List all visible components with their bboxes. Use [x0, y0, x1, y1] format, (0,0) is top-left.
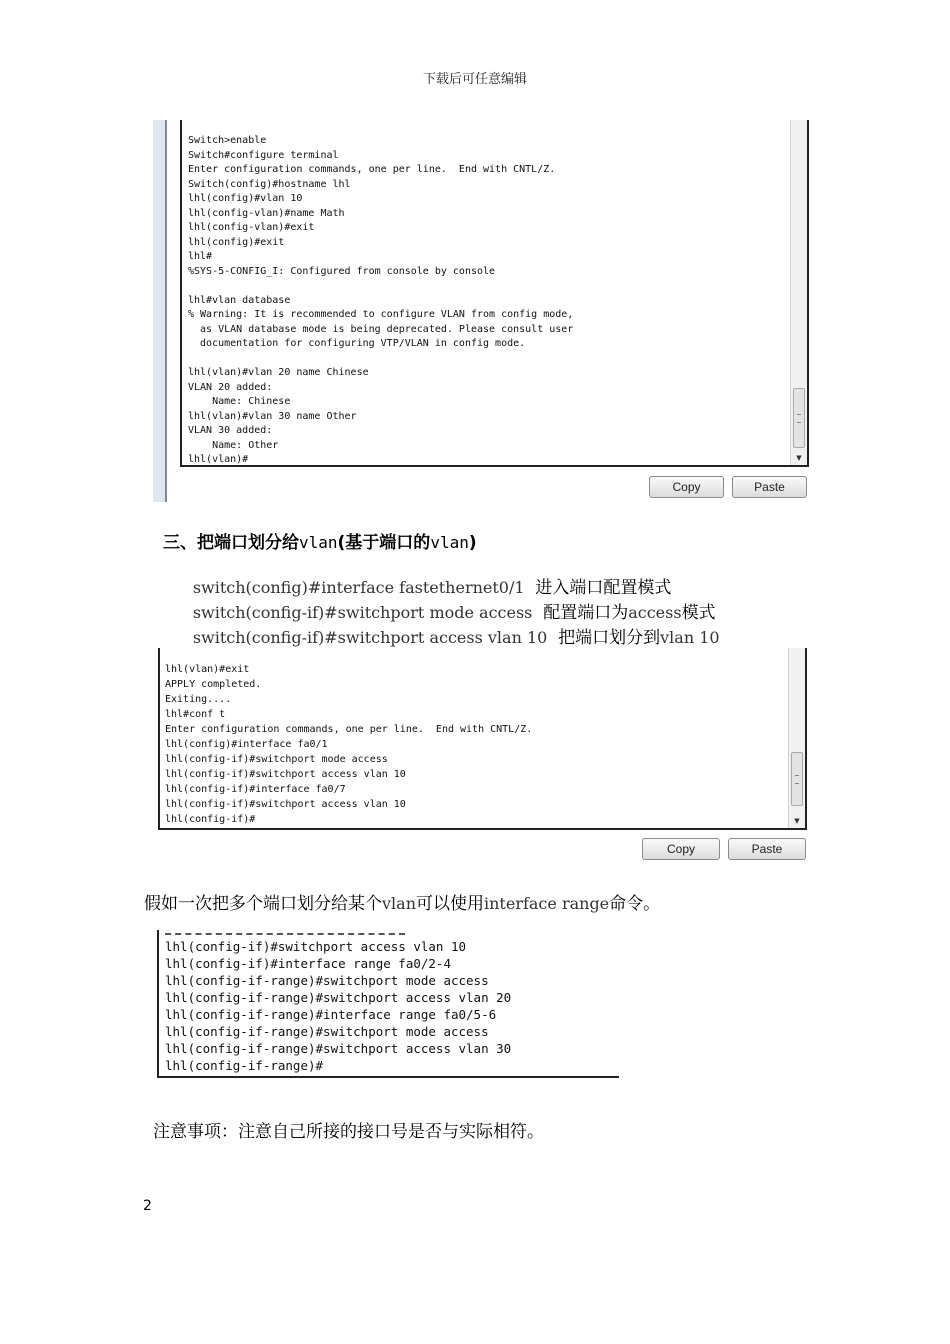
paste-button[interactable]: Paste	[728, 838, 806, 860]
terminal-line: lhl(config-if)#interface fa0/7	[165, 784, 346, 795]
terminal-line: lhl(vlan)#exit	[165, 664, 250, 675]
section-title-prefix: 三、把端口划分给	[163, 533, 299, 553]
section-title-vlan-2: vlan	[430, 533, 469, 552]
terminal-line: lhl(config-if)#switchport access vlan 10	[165, 799, 406, 810]
terminal-line: Enter configuration commands, one per line. End with CNTL/Z.	[165, 724, 533, 735]
terminal-line: lhl(vlan)#vlan 30 name Other	[188, 410, 357, 422]
scrollbar-thumb[interactable]	[791, 752, 803, 806]
section-title	[163, 528, 477, 553]
paragraph-text-c: 命令。	[609, 894, 661, 914]
page-header-note: 下载后可任意编辑	[422, 72, 527, 87]
command-text: switch(config-if)#switchport access vlan 10	[192, 628, 548, 647]
terminal-line: lhl(vlan)#	[188, 454, 249, 465]
scroll-down-arrow-icon[interactable]: ▼	[794, 817, 800, 825]
terminal-line: Exiting....	[165, 694, 232, 705]
paragraph	[144, 889, 660, 914]
terminal-line: as VLAN database mode is being deprecated. Please consult user	[188, 323, 574, 335]
terminal-output-3	[159, 930, 619, 1074]
terminal-window-1	[180, 120, 809, 467]
scrollbar-thumb[interactable]	[793, 388, 805, 448]
terminal-line: lhl#conf t	[165, 709, 226, 720]
terminal-line: %SYS-5-CONFIG_I: Configured from console by console	[188, 265, 496, 277]
command-text: switch(config-if)#switchport mode access	[192, 603, 533, 622]
paragraph-mono-range: interface range	[484, 894, 610, 913]
paste-button[interactable]: Paste	[732, 476, 807, 498]
terminal-output-1	[182, 120, 807, 468]
terminal-line: lhl(config-if)#switchport mode access	[165, 754, 388, 765]
terminal-line: Switch>enable	[188, 135, 267, 146]
command-description: 把端口划分到	[558, 628, 661, 648]
terminal-cutoff-line	[165, 930, 405, 935]
copy-button[interactable]: Copy	[642, 838, 720, 860]
terminal-line: Enter configuration commands, one per line. End with CNTL/Z.	[188, 164, 556, 175]
terminal-window-3	[157, 930, 619, 1078]
terminal-line: lhl(config-if-range)#interface range fa0/5-6	[165, 1007, 497, 1022]
terminal-line: documentation for configuring VTP/VLAN in config mode.	[188, 338, 526, 349]
page-number: 2	[143, 1198, 152, 1214]
terminal-line: lhl(config-if)#	[165, 814, 256, 825]
terminal-line	[188, 352, 807, 367]
terminal-line: lhl(config-if)#interface range fa0/2-4	[165, 956, 451, 971]
terminal-line: VLAN 30 added:	[188, 425, 273, 436]
terminal-line: lhl(config-vlan)#name Math	[188, 207, 345, 219]
terminal-line: lhl(vlan)#vlan 20 name Chinese	[188, 367, 369, 378]
command-description-mono: vlan 10	[660, 628, 720, 647]
terminal-line: lhl(config-if-range)#	[165, 1058, 324, 1073]
terminal-line: lhl(config-vlan)#exit	[188, 222, 315, 233]
terminal-line: lhl(config)#interface fa0/1	[165, 739, 328, 750]
command-row	[182, 603, 720, 648]
paragraph-mono-vlan: vlan	[382, 894, 416, 913]
terminal-line: VLAN 20 added:	[188, 381, 273, 393]
terminal-scrollbar-2[interactable]	[788, 648, 805, 828]
section-title-vlan: vlan	[299, 533, 338, 552]
window-side-strip	[153, 120, 167, 502]
command-description-mono: access	[628, 603, 682, 622]
paragraph-text-a: 假如一次把多个端口划分给某个	[144, 894, 382, 914]
terminal-line: % Warning: It is recommended to configure VLAN from config mode,	[188, 309, 574, 320]
terminal-line: lhl(config-if-range)#switchport mode access	[165, 1024, 489, 1039]
copy-button[interactable]: Copy	[649, 476, 724, 498]
section-title-mid: (基于端口的	[337, 533, 431, 553]
terminal-line: lhl(config-if)#switchport access vlan 10	[165, 939, 467, 954]
terminal-line: Name: Chinese	[188, 396, 291, 407]
paragraph-text-b: 可以使用	[416, 894, 484, 914]
terminal-line: lhl(config)#vlan 10	[188, 193, 303, 204]
terminal-line: lhl(config-if-range)#switchport mode access	[165, 973, 489, 988]
terminal-line: Name: Other	[188, 439, 279, 451]
terminal-line: lhl(config-if-range)#switchport access vlan 20	[165, 990, 512, 1005]
command-description-end: 模式	[681, 603, 716, 623]
terminal-line	[188, 279, 807, 294]
terminal-line: Switch(config)#hostname lhl	[188, 178, 351, 190]
terminal-line: Switch#configure terminal	[188, 149, 339, 161]
terminal-scrollbar-1[interactable]	[790, 120, 807, 465]
terminal-window-2	[158, 648, 807, 830]
terminal-line: APPLY completed.	[165, 679, 262, 690]
terminal-line: lhl(config-if-range)#switchport access vlan 30	[165, 1041, 512, 1056]
terminal-line: lhl#	[188, 251, 213, 262]
command-text: switch(config)#interface fastethernet0/1	[192, 578, 525, 597]
terminal-line: lhl#vlan database	[188, 294, 291, 306]
terminal-output-2	[160, 648, 805, 827]
command-description: 配置端口为	[543, 603, 629, 623]
notice-text: 注意事项：注意自己所接的接口号是否与实际相符。	[153, 1122, 544, 1142]
command-description: 进入端口配置模式	[535, 578, 672, 598]
section-title-suffix: )	[468, 533, 477, 553]
terminal-line: lhl(config)#exit	[188, 236, 285, 248]
scroll-down-arrow-icon[interactable]: ▼	[796, 454, 802, 462]
terminal-line: lhl(config-if)#switchport access vlan 10	[165, 769, 406, 780]
